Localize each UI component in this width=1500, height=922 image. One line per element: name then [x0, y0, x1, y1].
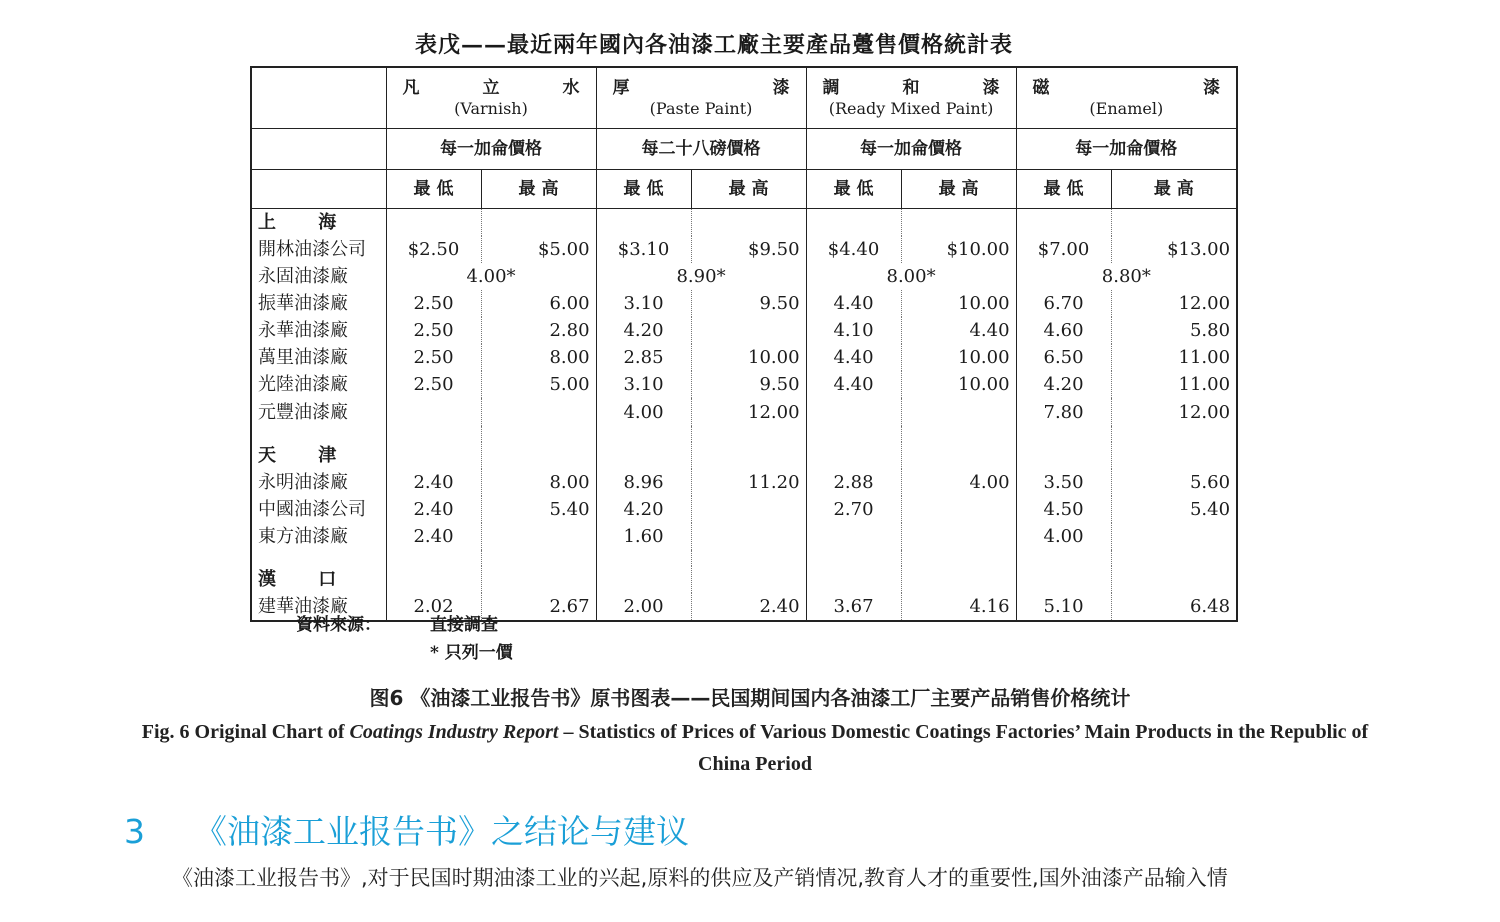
table-row [251, 236, 1237, 263]
single-price: 8.00* [806, 263, 1016, 290]
price-low: 4.20 [596, 317, 691, 344]
price-high [691, 496, 806, 523]
price-high: 6.00 [481, 290, 596, 317]
price-high: 5.00 [481, 371, 596, 398]
empty-cell [596, 442, 691, 469]
section-number: 3 [124, 812, 145, 851]
empty-cell [691, 209, 806, 237]
header-product-char: 凡 [402, 78, 420, 98]
price-high [691, 523, 806, 550]
gap-cell [1016, 426, 1111, 442]
price-high [901, 496, 1016, 523]
empty-cell [806, 209, 901, 237]
gap-cell [386, 550, 481, 566]
header-product-1 [596, 67, 806, 129]
empty-cell [806, 566, 901, 593]
price-low: 2.50 [386, 290, 481, 317]
header-product-char: 漆 [1203, 78, 1221, 98]
price-high: 4.40 [901, 317, 1016, 344]
price-high [901, 523, 1016, 550]
price-high: $9.50 [691, 236, 806, 263]
factory-name: 萬里油漆廠 [251, 344, 386, 371]
gap-cell [806, 426, 901, 442]
header-low: 最 低 [596, 170, 691, 209]
price-high: 10.00 [901, 371, 1016, 398]
price-low: 5.10 [1016, 593, 1111, 621]
empty-cell [691, 442, 806, 469]
price-high: 10.00 [901, 290, 1016, 317]
table-row [251, 398, 1237, 425]
header-product-3 [1016, 67, 1237, 129]
factory-name: 永華油漆廠 [251, 317, 386, 344]
price-low: 4.20 [1016, 371, 1111, 398]
price-high: 5.40 [481, 496, 596, 523]
price-low [806, 523, 901, 550]
header-product-0 [386, 67, 596, 129]
empty-cell [1016, 566, 1111, 593]
price-high: $5.00 [481, 236, 596, 263]
price-low: 4.00 [1016, 523, 1111, 550]
gap-cell [806, 550, 901, 566]
gap-cell [1111, 550, 1237, 566]
header-product-char: 磁 [1032, 78, 1050, 98]
price-high: 2.67 [481, 593, 596, 621]
factory-name: 光陸油漆廠 [251, 371, 386, 398]
price-high: 11.00 [1111, 371, 1237, 398]
header-product-english: (Ready Mixed Paint) [828, 99, 994, 118]
gap-cell [691, 426, 806, 442]
header-product-char: 厚 [612, 78, 630, 98]
price-high: 8.00 [481, 469, 596, 496]
price-low: 2.00 [596, 593, 691, 621]
price-low: 3.10 [596, 371, 691, 398]
header-low: 最 低 [1016, 170, 1111, 209]
price-low: 2.40 [386, 469, 481, 496]
price-low: 2.70 [806, 496, 901, 523]
header-product-char: 立 [482, 78, 500, 98]
price-low: 3.67 [806, 593, 901, 621]
caption-en-suffix: – Statistics of Prices of Various Domestic Coatings Factories’ Main Products in the Republic of China Period [558, 721, 1369, 775]
empty-cell [901, 566, 1016, 593]
factory-name: 元豐油漆廠 [251, 398, 386, 425]
header-blank [251, 170, 386, 209]
price-low: 3.50 [1016, 469, 1111, 496]
price-low: 2.88 [806, 469, 901, 496]
price-high [691, 317, 806, 344]
price-high: 12.00 [1111, 290, 1237, 317]
empty-cell [806, 442, 901, 469]
price-high: 5.80 [1111, 317, 1237, 344]
price-low: 2.50 [386, 371, 481, 398]
table-row [251, 317, 1237, 344]
price-low: 4.60 [1016, 317, 1111, 344]
empty-cell [901, 442, 1016, 469]
city-name: 漢 口 [251, 566, 386, 593]
price-high: 5.60 [1111, 469, 1237, 496]
price-low: 4.40 [806, 344, 901, 371]
price-low: 4.00 [596, 398, 691, 425]
price-low: 4.40 [806, 371, 901, 398]
price-high: $13.00 [1111, 236, 1237, 263]
gap-cell [481, 426, 596, 442]
empty-cell [481, 566, 596, 593]
section-title: 《油漆工业报告书》之结论与建议 [194, 812, 689, 851]
header-blank [251, 67, 386, 129]
header-unit: 每一加侖價格 [386, 129, 596, 170]
factory-name: 開林油漆公司 [251, 236, 386, 263]
header-unit: 每一加侖價格 [1016, 129, 1237, 170]
price-low: 4.20 [596, 496, 691, 523]
price-table [250, 66, 1238, 622]
price-low: 8.96 [596, 469, 691, 496]
price-high: 9.50 [691, 371, 806, 398]
section-heading [124, 806, 689, 853]
price-low: 2.40 [386, 523, 481, 550]
header-blank [251, 129, 386, 170]
price-low: 2.85 [596, 344, 691, 371]
city-row [251, 566, 1237, 593]
gap-cell [1016, 550, 1111, 566]
price-low: $7.00 [1016, 236, 1111, 263]
price-high [1111, 523, 1237, 550]
header-product-char: 漆 [982, 78, 1000, 98]
table-row [251, 523, 1237, 550]
gap-cell [481, 550, 596, 566]
header-product-char: 漆 [772, 78, 790, 98]
price-high: $10.00 [901, 236, 1016, 263]
body-paragraph: 《油漆工业报告书》,对于民国时期油漆工业的兴起,原料的供应及产销情况,教育人才的重要性,国外油漆产品输入情 [172, 866, 1228, 890]
gap-cell [691, 550, 806, 566]
group-gap [251, 550, 1237, 566]
price-high [481, 523, 596, 550]
city-name: 天 津 [251, 442, 386, 469]
table-row [251, 290, 1237, 317]
header-high: 最 高 [691, 170, 806, 209]
empty-cell [691, 566, 806, 593]
price-low: 2.50 [386, 344, 481, 371]
price-high: 10.00 [901, 344, 1016, 371]
price-high: 4.16 [901, 593, 1016, 621]
factory-name: 振華油漆廠 [251, 290, 386, 317]
city-row [251, 442, 1237, 469]
header-row-low-high [251, 170, 1237, 209]
gap-cell [251, 550, 386, 566]
empty-cell [1111, 566, 1237, 593]
gap-cell [901, 426, 1016, 442]
single-price: 4.00* [386, 263, 596, 290]
price-high: 4.00 [901, 469, 1016, 496]
empty-cell [1016, 209, 1111, 237]
price-low: 4.50 [1016, 496, 1111, 523]
gap-cell [251, 426, 386, 442]
empty-cell [1111, 442, 1237, 469]
header-product-2 [806, 67, 1016, 129]
price-low: 7.80 [1016, 398, 1111, 425]
table-row [251, 469, 1237, 496]
header-product-english: (Varnish) [454, 99, 528, 118]
header-product-english: (Enamel) [1089, 99, 1164, 118]
asterisk-note: * 只列一價 [430, 643, 513, 663]
price-high: 10.00 [691, 344, 806, 371]
single-price: 8.80* [1016, 263, 1237, 290]
single-price: 8.90* [596, 263, 806, 290]
header-row-products [251, 67, 1237, 129]
price-low: 6.50 [1016, 344, 1111, 371]
table-row [251, 344, 1237, 371]
empty-cell [1111, 209, 1237, 237]
price-low [806, 398, 901, 425]
price-low [386, 398, 481, 425]
source-label: 資料來源： [296, 615, 381, 635]
price-high: 2.80 [481, 317, 596, 344]
table-row [251, 371, 1237, 398]
gap-cell [1111, 426, 1237, 442]
price-low: 2.50 [386, 317, 481, 344]
header-unit: 每一加侖價格 [806, 129, 1016, 170]
empty-cell [481, 209, 596, 237]
factory-name: 永固油漆廠 [251, 263, 386, 290]
price-high [901, 398, 1016, 425]
empty-cell [386, 566, 481, 593]
price-low: 2.02 [386, 593, 481, 621]
price-high: 2.40 [691, 593, 806, 621]
group-gap [251, 426, 1237, 442]
price-low: 2.40 [386, 496, 481, 523]
price-low: 4.10 [806, 317, 901, 344]
table-row [251, 496, 1237, 523]
table-row [251, 593, 1237, 621]
price-high: 11.00 [1111, 344, 1237, 371]
header-high: 最 高 [1111, 170, 1237, 209]
scanned-table-figure [240, 18, 1250, 668]
caption-chinese: 图6 《油漆工业报告书》原书图表——民国期间国内各油漆工厂主要产品销售价格统计 [369, 686, 1131, 710]
header-product-english: (Paste Paint) [649, 99, 753, 118]
header-low: 最 低 [806, 170, 901, 209]
price-low: 3.10 [596, 290, 691, 317]
empty-cell [901, 209, 1016, 237]
price-low: 1.60 [596, 523, 691, 550]
gap-cell [596, 550, 691, 566]
gap-cell [901, 550, 1016, 566]
price-high: 12.00 [691, 398, 806, 425]
header-row-units [251, 129, 1237, 170]
header-high: 最 高 [901, 170, 1016, 209]
price-high: 6.48 [1111, 593, 1237, 621]
table-row [251, 263, 1237, 290]
header-product-char: 和 [902, 78, 920, 98]
price-low: $3.10 [596, 236, 691, 263]
factory-name: 中國油漆公司 [251, 496, 386, 523]
factory-name: 永明油漆廠 [251, 469, 386, 496]
empty-cell [596, 209, 691, 237]
header-high: 最 高 [481, 170, 596, 209]
price-high: 11.20 [691, 469, 806, 496]
caption-english [120, 716, 1390, 780]
price-low: $2.50 [386, 236, 481, 263]
empty-cell [596, 566, 691, 593]
gap-cell [386, 426, 481, 442]
city-name: 上 海 [251, 209, 386, 237]
gap-cell [596, 426, 691, 442]
price-low: 6.70 [1016, 290, 1111, 317]
header-product-char: 調 [822, 78, 840, 98]
price-high: 12.00 [1111, 398, 1237, 425]
price-low: $4.40 [806, 236, 901, 263]
source-value: 直接調查 [430, 615, 498, 635]
price-high [481, 398, 596, 425]
price-high: 9.50 [691, 290, 806, 317]
table-title: 表戊——最近兩年國內各油漆工廠主要產品躉售價格統計表 [415, 32, 1014, 58]
empty-cell [386, 209, 481, 237]
caption-en-title: Coatings Industry Report [349, 721, 559, 743]
empty-cell [481, 442, 596, 469]
city-row [251, 209, 1237, 237]
factory-name: 建華油漆廠 [251, 593, 386, 621]
header-product-char: 水 [562, 78, 580, 98]
price-high: 5.40 [1111, 496, 1237, 523]
header-unit: 每二十八磅價格 [596, 129, 806, 170]
caption-en-prefix: Fig. 6 Original Chart of [141, 721, 350, 743]
factory-name: 東方油漆廠 [251, 523, 386, 550]
price-low: 4.40 [806, 290, 901, 317]
empty-cell [386, 442, 481, 469]
price-high: 8.00 [481, 344, 596, 371]
empty-cell [1016, 442, 1111, 469]
header-low: 最 低 [386, 170, 481, 209]
